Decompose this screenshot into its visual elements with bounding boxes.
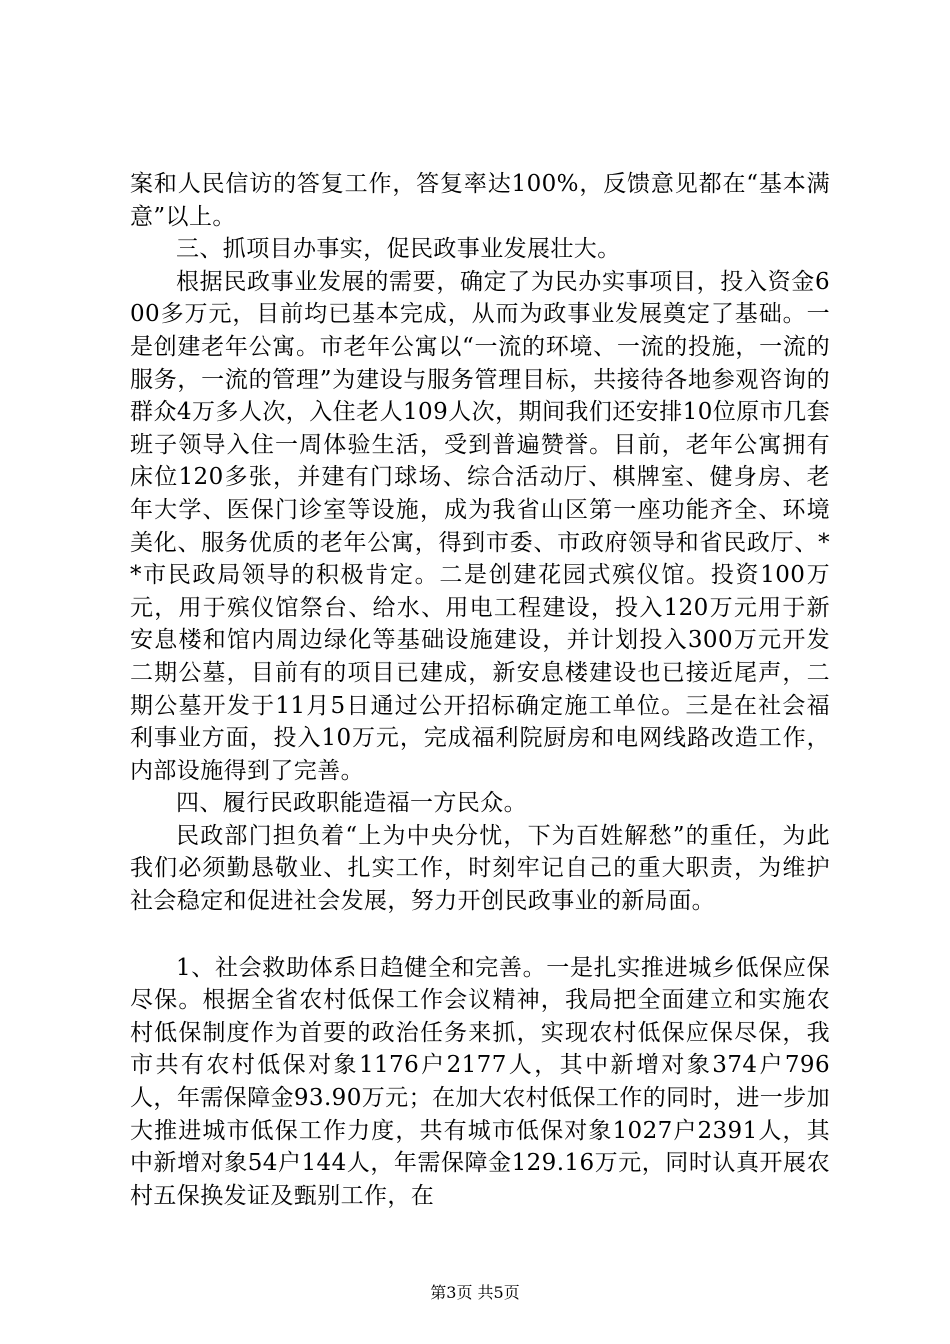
paragraph-spacer [130, 918, 830, 952]
paragraph-continuation: 案和人民信访的答复工作，答复率达100%，反馈意见都在“基本满意”以上。 [130, 171, 830, 230]
section-heading-4: 四、履行民政职能造福一方民众。 [176, 790, 527, 817]
paragraph-projects: 根据民政事业发展的需要，确定了为民办实事项目，投入资金600多万元，目前均已基本完成，从而为政事业发展奠定了基础。一是创建老年公寓。市老年公寓以“一流的环境、一流的投施，一流的服务，一流的管理”为建设与服务管理目标，共接待各地参观咨询的群众4万多人次，入住老人109人次，期间我们还安排10位原市几套班子领导入住一周体验生活，受到普遍赞誉。目前，老年公寓拥有床位120多张，并建有门球场、综合活动厅、棋牌室、健身房、老年大学、医保门诊室等设施，成为我省山区第一座功能齐全、环境美化、服务优质的老年公寓，得到市委、市政府领导和省民政厅、**市民政局领导的积极肯定。二是创建花园式殡仪馆。投资100万元，用于殡仪馆祭台、给水、用电工程建设，投入120万元用于新安息楼和馆内周边绿化等基础设施建设，并计划投入300万元开发二期公墓，目前有的项目已建成，新安息楼建设也已接近尾声，二期公墓开发于11月5日通过公开招标确定施工单位。三是在社会福利事业方面，投入10万元，完成福利院厨房和电网线路改造工作，内部设施得到了完善。 [130, 268, 830, 784]
section-heading-3: 三、抓项目办事实，促民政事业发展壮大。 [176, 236, 621, 263]
paragraph-duties: 民政部门担负着“上为中央分忧，下为百姓解愁”的重任，为此我们必须勤恳敬业、扎实工作，时刻牢记自己的重大职责，为维护社会稳定和促进社会发展，努力开创民政事业的新局面。 [130, 822, 830, 915]
paragraph-social-assistance: 1、社会救助体系日趋健全和完善。一是扎实推进城乡低保应保尽保。根据全省农村低保工作会议精神，我局把全面建立和实施农村低保制度作为首要的政治任务来抓，实现农村低保应保尽保，我市共有农村低保对象1176户2177人，其中新增对象374户796人，年需保障金93.90万元；在加大农村低保工作的同时，进一步加大推进城市低保工作力度，共有城市低保对象1027户2391人，其中新增对象54户144人，年需保障金129.16万元，同时认真开展农村五保换发证及甄别工作，在 [130, 954, 830, 1209]
document-body [130, 168, 830, 1212]
page-number-footer: 第3页 共5页 [430, 1283, 520, 1302]
